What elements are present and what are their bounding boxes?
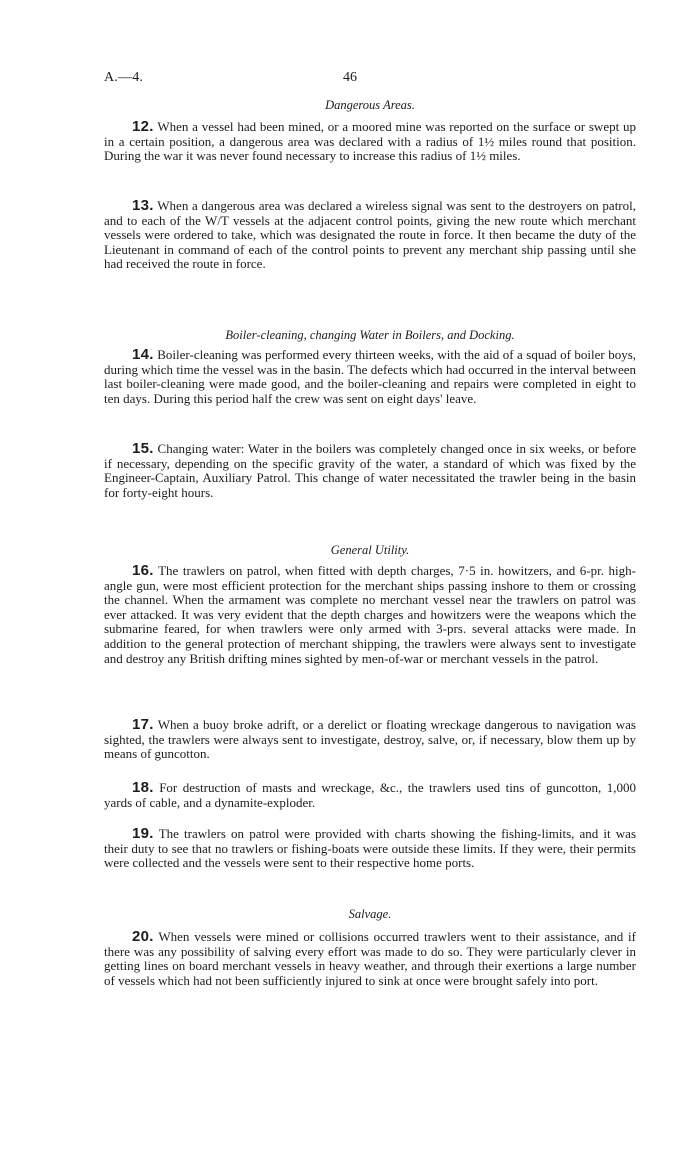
paragraph-number: 18. [132,779,154,796]
section-code: A.—4. [104,70,144,85]
paragraph-17 [104,718,636,762]
paragraph-text: Boiler-cleaning was performed every thirteen weeks, with the aid of a squad of boiler boys, during which time the vessel was in the basin. The defects which had occurred in the interval between last boiler-cleaning were made good, and the boiler-cleaning and repairs were completed in eight to ten days. During this period half the crew was sent on eight days' leave. [104,347,637,406]
paragraph-number: 12. [132,118,154,135]
paragraph-number: 13. [132,197,154,214]
paragraph-19 [104,827,636,871]
heading-boiler-cleaning: Boiler-cleaning, changing Water in Boilers, and Docking. [225,328,515,342]
paragraph-text: When a dangerous area was declared a wireless signal was sent to the destroyers on patrol, and to each of the W/T vessels at the adjacent control points, giving the new route which merchant vessels were ordered to take, which was designated the route in force. It then became the duty of the Lieutenant in command of each of the control points to prevent any merchant ship passing until she had received the route in force. [104,198,637,272]
heading-salvage: Salvage. [348,907,392,921]
paragraph-20 [104,930,636,988]
paragraph-text: The trawlers on patrol were provided with charts showing the fishing-limits, and it was their duty to see that no trawlers or fishing-boats were outside these limits. If they were, their permits were collected and the vessels were sent to their respective home ports. [104,826,637,871]
paragraph-12 [104,120,636,164]
page-number: 46 [343,70,357,85]
paragraph-text: The trawlers on patrol, when fitted with depth charges, 7·5 in. howitzers, and 6-pr. high-angle gun, were most efficient protection for the merchant ships passing inshore to them or crossing the channel. When the armament was complete no merchant vessel near the trawlers on patrol was ever attacked. It was very evident that the depth charges and howitzers were the weapons which the submarine feared, for when trawlers were only armed with 3-prs. several attacks were made. In addition to the general protection of merchant shipping, the trawlers were always sent to investigate and destroy any British drifting mines sighted by men-of-war or merchant vessels in the patrol. [104,563,636,666]
paragraph-18 [104,781,636,810]
paragraph-text: Changing water: Water in the boilers was completely changed once in six weeks, or before if necessary, depending on the specific gravity of the water, a standard of which was fixed by the Engineer-Captain, Auxiliary Patrol. This change of water necessitated the trawler being in the basin for forty-eight hours. [104,441,636,500]
paragraph-14 [104,348,636,406]
paragraph-number: 19. [132,825,154,842]
paragraph-text: When a vessel had been mined, or a moored mine was reported on the surface or swept up in a certain position, a dangerous area was declared with a radius of 1½ miles round that position. During the war it was never found necessary to increase this radius of 1½ miles. [104,119,636,164]
paragraph-16 [104,564,636,666]
paragraph-number: 16. [132,562,154,579]
paragraph-number: 20. [132,928,154,945]
paragraph-text: When a buoy broke adrift, or a derelict or floating wreckage dangerous to navigation was sighted, the trawlers were always sent to investigate, destroy, salve, or, if necessary, blow them up by means of guncotton. [104,717,636,762]
heading-general-utility: General Utility. [330,543,410,557]
heading-dangerous-areas: Dangerous Areas. [325,98,415,112]
paragraph-13 [104,199,636,272]
paragraph-number: 15. [132,440,154,457]
paragraph-number: 14. [132,346,154,363]
paragraph-text: When vessels were mined or collisions occurred trawlers went to their assistance, and if there was any possibility of salving every effort was made to do so. They were particularly clever in getting lines on board merchant vessels in heavy weather, and through their exertions a large number of vessels which had not been sufficiently injured to sink at once were brought safely into port. [104,929,636,988]
paragraph-number: 17. [132,716,154,733]
paragraph-text: For destruction of masts and wreckage, &c., the trawlers used tins of guncotton, 1,000 yards of cable, and a dynamite-exploder. [104,780,636,810]
paragraph-15 [104,442,636,500]
